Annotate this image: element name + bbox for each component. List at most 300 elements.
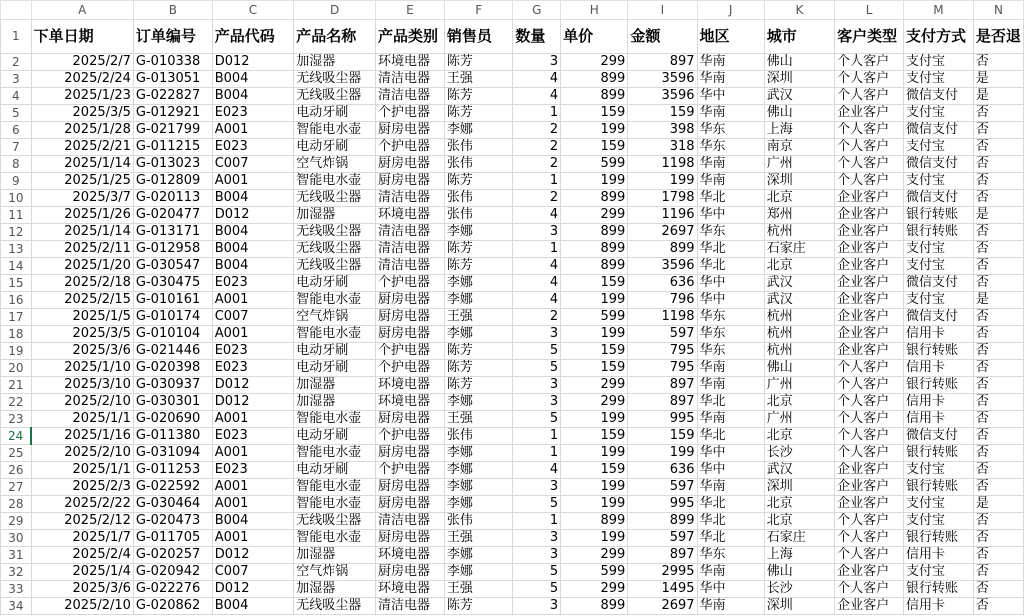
cell[interactable]: 否 — [973, 241, 1023, 258]
cell[interactable]: 微信支付 — [904, 275, 974, 292]
cell[interactable]: 智能电水壶 — [294, 530, 376, 547]
cell[interactable]: 银行转账 — [904, 445, 974, 462]
cell[interactable]: 否 — [973, 360, 1023, 377]
header-cell[interactable]: 产品代码 — [212, 20, 294, 54]
cell[interactable]: 2025/2/12 — [31, 513, 133, 530]
cell[interactable]: 个护电器 — [375, 139, 444, 156]
cell[interactable]: 2025/2/21 — [31, 139, 133, 156]
cell[interactable]: 北京 — [764, 394, 834, 411]
cell[interactable]: A001 — [212, 326, 294, 343]
cell[interactable]: 否 — [973, 173, 1023, 190]
cell[interactable]: 杭州 — [764, 326, 834, 343]
cell[interactable]: 否 — [973, 394, 1023, 411]
cell[interactable]: 佛山 — [764, 54, 834, 71]
cell[interactable]: 长沙 — [764, 581, 834, 598]
cell[interactable]: 199 — [561, 173, 628, 190]
cell[interactable]: 李娜 — [444, 224, 513, 241]
cell[interactable]: G-011705 — [133, 530, 212, 547]
cell[interactable]: 否 — [973, 530, 1023, 547]
cell[interactable]: 银行转账 — [904, 224, 974, 241]
cell[interactable]: 张伟 — [444, 156, 513, 173]
row-number[interactable]: 23 — [1, 411, 32, 428]
cell[interactable]: G-010104 — [133, 326, 212, 343]
row-number[interactable]: 1 — [1, 20, 32, 54]
cell[interactable]: 个护电器 — [375, 462, 444, 479]
cell[interactable]: 广州 — [764, 377, 834, 394]
cell[interactable]: 个人客户 — [835, 513, 904, 530]
cell[interactable]: 否 — [973, 275, 1023, 292]
header-cell[interactable]: 地区 — [697, 20, 764, 54]
cell[interactable]: 1798 — [628, 190, 697, 207]
cell[interactable]: 2025/1/25 — [31, 173, 133, 190]
cell[interactable]: 陈芳 — [444, 241, 513, 258]
cell[interactable]: 299 — [561, 377, 628, 394]
cell[interactable]: 636 — [628, 462, 697, 479]
cell[interactable]: 电动牙刷 — [294, 105, 376, 122]
cell[interactable]: 2025/1/1 — [31, 462, 133, 479]
cell[interactable]: 清洁电器 — [375, 598, 444, 615]
cell[interactable]: G-031094 — [133, 445, 212, 462]
cell[interactable]: 否 — [973, 513, 1023, 530]
cell[interactable]: 2697 — [628, 224, 697, 241]
cell[interactable]: 环境电器 — [375, 581, 444, 598]
row-number[interactable]: 17 — [1, 309, 32, 326]
cell[interactable]: 995 — [628, 496, 697, 513]
cell[interactable]: 武汉 — [764, 88, 834, 105]
cell[interactable]: B004 — [212, 513, 294, 530]
cell[interactable]: 2 — [513, 156, 561, 173]
cell[interactable]: B004 — [212, 71, 294, 88]
row-number[interactable]: 8 — [1, 156, 32, 173]
cell[interactable]: 电动牙刷 — [294, 462, 376, 479]
cell[interactable]: A001 — [212, 479, 294, 496]
cell[interactable]: G-012809 — [133, 173, 212, 190]
cell[interactable]: 李娜 — [444, 326, 513, 343]
cell[interactable]: 华南 — [697, 479, 764, 496]
cell[interactable]: 无线吸尘器 — [294, 258, 376, 275]
cell[interactable]: 支付宝 — [904, 496, 974, 513]
cell[interactable]: 否 — [973, 326, 1023, 343]
cell[interactable]: 华中 — [697, 275, 764, 292]
cell[interactable]: 2025/2/10 — [31, 445, 133, 462]
cell[interactable]: 2025/3/10 — [31, 377, 133, 394]
cell[interactable]: 个人客户 — [835, 377, 904, 394]
cell[interactable]: G-020690 — [133, 411, 212, 428]
cell[interactable]: 否 — [973, 377, 1023, 394]
cell[interactable]: 无线吸尘器 — [294, 224, 376, 241]
cell[interactable]: 2025/2/24 — [31, 71, 133, 88]
cell[interactable]: G-010338 — [133, 54, 212, 71]
cell[interactable]: 4 — [513, 71, 561, 88]
cell[interactable]: 华中 — [697, 207, 764, 224]
cell[interactable]: 个人客户 — [835, 54, 904, 71]
cell[interactable]: 清洁电器 — [375, 88, 444, 105]
cell[interactable]: 1 — [513, 173, 561, 190]
cell[interactable]: 否 — [973, 190, 1023, 207]
cell[interactable]: 318 — [628, 139, 697, 156]
cell[interactable]: 智能电水壶 — [294, 292, 376, 309]
cell[interactable]: 1198 — [628, 309, 697, 326]
cell[interactable]: G-022276 — [133, 581, 212, 598]
cell[interactable]: 佛山 — [764, 564, 834, 581]
cell[interactable]: 否 — [973, 105, 1023, 122]
cell[interactable]: 是 — [973, 71, 1023, 88]
column-header-n[interactable]: N — [973, 1, 1023, 20]
cell[interactable]: 否 — [973, 411, 1023, 428]
cell[interactable]: 3596 — [628, 258, 697, 275]
cell[interactable]: 199 — [561, 326, 628, 343]
cell[interactable]: G-030937 — [133, 377, 212, 394]
cell[interactable]: 否 — [973, 343, 1023, 360]
row-number[interactable]: 25 — [1, 445, 32, 462]
cell[interactable]: 4 — [513, 275, 561, 292]
cell[interactable]: D012 — [212, 377, 294, 394]
row-number[interactable]: 33 — [1, 581, 32, 598]
cell[interactable]: 华南 — [697, 156, 764, 173]
cell[interactable]: 深圳 — [764, 71, 834, 88]
cell[interactable]: 299 — [561, 581, 628, 598]
cell[interactable]: 2025/1/14 — [31, 156, 133, 173]
cell[interactable]: 159 — [561, 360, 628, 377]
cell[interactable]: 2025/2/4 — [31, 547, 133, 564]
cell[interactable]: 否 — [973, 462, 1023, 479]
cell[interactable]: 5 — [513, 411, 561, 428]
header-cell[interactable]: 单价 — [561, 20, 628, 54]
cell[interactable]: 个护电器 — [375, 428, 444, 445]
cell[interactable]: 支付宝 — [904, 71, 974, 88]
cell[interactable]: 加湿器 — [294, 377, 376, 394]
row-number[interactable]: 2 — [1, 54, 32, 71]
row-number[interactable]: 27 — [1, 479, 32, 496]
cell[interactable]: 厨房电器 — [375, 309, 444, 326]
cell[interactable]: 636 — [628, 275, 697, 292]
cell[interactable]: 个人客户 — [835, 428, 904, 445]
cell[interactable]: 199 — [561, 496, 628, 513]
row-number[interactable]: 21 — [1, 377, 32, 394]
row-number[interactable]: 18 — [1, 326, 32, 343]
cell[interactable]: 清洁电器 — [375, 71, 444, 88]
cell[interactable]: 环境电器 — [375, 547, 444, 564]
cell[interactable]: 信用卡 — [904, 547, 974, 564]
column-header-b[interactable]: B — [133, 1, 212, 20]
cell[interactable]: G-030301 — [133, 394, 212, 411]
cell[interactable]: 陈芳 — [444, 105, 513, 122]
cell[interactable]: 995 — [628, 411, 697, 428]
cell[interactable]: 2025/3/6 — [31, 581, 133, 598]
cell[interactable]: 159 — [561, 343, 628, 360]
cell[interactable]: 否 — [973, 479, 1023, 496]
header-cell[interactable]: 客户类型 — [835, 20, 904, 54]
cell[interactable]: 银行转账 — [904, 343, 974, 360]
cell[interactable]: 支付宝 — [904, 241, 974, 258]
cell[interactable]: 否 — [973, 139, 1023, 156]
cell[interactable]: 2025/1/10 — [31, 360, 133, 377]
cell[interactable]: 1495 — [628, 581, 697, 598]
cell[interactable]: 王强 — [444, 411, 513, 428]
cell[interactable]: 北京 — [764, 428, 834, 445]
cell[interactable]: B004 — [212, 258, 294, 275]
cell[interactable]: 华北 — [697, 530, 764, 547]
cell[interactable]: 159 — [561, 105, 628, 122]
cell[interactable]: G-021446 — [133, 343, 212, 360]
cell[interactable]: 企业客户 — [835, 207, 904, 224]
cell[interactable]: 159 — [561, 275, 628, 292]
cell[interactable]: 清洁电器 — [375, 513, 444, 530]
cell[interactable]: 2 — [513, 122, 561, 139]
cell[interactable]: 1 — [513, 428, 561, 445]
cell[interactable]: 华南 — [697, 377, 764, 394]
cell[interactable]: 上海 — [764, 122, 834, 139]
cell[interactable]: 华北 — [697, 258, 764, 275]
cell[interactable]: 否 — [973, 547, 1023, 564]
cell[interactable]: 199 — [628, 445, 697, 462]
cell[interactable]: 深圳 — [764, 173, 834, 190]
cell[interactable]: 王强 — [444, 581, 513, 598]
cell[interactable]: 897 — [628, 394, 697, 411]
cell[interactable]: 2025/1/14 — [31, 224, 133, 241]
cell[interactable]: 2025/3/5 — [31, 105, 133, 122]
cell[interactable]: G-020257 — [133, 547, 212, 564]
cell[interactable]: 2025/2/7 — [31, 54, 133, 71]
cell[interactable]: 支付宝 — [904, 54, 974, 71]
cell[interactable]: A001 — [212, 173, 294, 190]
cell[interactable]: 支付宝 — [904, 139, 974, 156]
column-header-e[interactable]: E — [375, 1, 444, 20]
cell[interactable]: E023 — [212, 360, 294, 377]
cell[interactable]: 华东 — [697, 547, 764, 564]
cell[interactable]: 张伟 — [444, 139, 513, 156]
cell[interactable]: 华北 — [697, 190, 764, 207]
cell[interactable]: E023 — [212, 105, 294, 122]
cell[interactable]: 899 — [561, 88, 628, 105]
header-cell[interactable]: 支付方式 — [904, 20, 974, 54]
cell[interactable]: 599 — [561, 564, 628, 581]
cell[interactable]: 银行转账 — [904, 581, 974, 598]
cell[interactable]: 159 — [628, 428, 697, 445]
row-number[interactable]: 24 — [1, 428, 32, 445]
cell[interactable]: 李娜 — [444, 564, 513, 581]
cell[interactable]: 南京 — [764, 139, 834, 156]
cell[interactable]: 5 — [513, 581, 561, 598]
cell[interactable]: 199 — [561, 530, 628, 547]
cell[interactable]: E023 — [212, 275, 294, 292]
cell[interactable]: 华南 — [697, 360, 764, 377]
cell[interactable]: 厨房电器 — [375, 445, 444, 462]
cell[interactable]: 5 — [513, 360, 561, 377]
cell[interactable]: 2025/3/5 — [31, 326, 133, 343]
cell[interactable]: 个护电器 — [375, 105, 444, 122]
row-number[interactable]: 31 — [1, 547, 32, 564]
cell[interactable]: 398 — [628, 122, 697, 139]
cell[interactable]: 厨房电器 — [375, 564, 444, 581]
cell[interactable]: 厨房电器 — [375, 496, 444, 513]
cell[interactable]: 1 — [513, 513, 561, 530]
cell[interactable]: 897 — [628, 547, 697, 564]
row-number[interactable]: 10 — [1, 190, 32, 207]
header-cell[interactable]: 下单日期 — [31, 20, 133, 54]
cell[interactable]: 企业客户 — [835, 496, 904, 513]
cell[interactable]: 李娜 — [444, 122, 513, 139]
cell[interactable]: 清洁电器 — [375, 258, 444, 275]
cell[interactable]: 2025/1/4 — [31, 564, 133, 581]
row-number[interactable]: 5 — [1, 105, 32, 122]
cell[interactable]: 2 — [513, 190, 561, 207]
cell[interactable]: A001 — [212, 122, 294, 139]
select-all-corner[interactable] — [1, 1, 32, 20]
header-cell[interactable]: 是否退 — [973, 20, 1023, 54]
cell[interactable]: 2025/2/15 — [31, 292, 133, 309]
cell[interactable]: 李娜 — [444, 292, 513, 309]
cell[interactable]: 厨房电器 — [375, 530, 444, 547]
cell[interactable]: 个人客户 — [835, 445, 904, 462]
cell[interactable]: G-011253 — [133, 462, 212, 479]
cell[interactable]: 武汉 — [764, 292, 834, 309]
cell[interactable]: 清洁电器 — [375, 224, 444, 241]
cell[interactable]: 华东 — [697, 343, 764, 360]
cell[interactable]: 陈芳 — [444, 54, 513, 71]
cell[interactable]: 陈芳 — [444, 258, 513, 275]
cell[interactable]: 加湿器 — [294, 207, 376, 224]
cell[interactable]: 企业客户 — [835, 275, 904, 292]
cell[interactable]: 华南 — [697, 564, 764, 581]
cell[interactable]: G-030464 — [133, 496, 212, 513]
column-header-h[interactable]: H — [561, 1, 628, 20]
cell[interactable]: 企业客户 — [835, 224, 904, 241]
cell[interactable]: C007 — [212, 156, 294, 173]
cell[interactable]: 4 — [513, 292, 561, 309]
cell[interactable]: 2697 — [628, 598, 697, 615]
cell[interactable]: 支付宝 — [904, 105, 974, 122]
cell[interactable]: G-020862 — [133, 598, 212, 615]
cell[interactable]: 2025/2/3 — [31, 479, 133, 496]
cell[interactable]: 北京 — [764, 190, 834, 207]
cell[interactable]: 个人客户 — [835, 411, 904, 428]
cell[interactable]: 企业客户 — [835, 309, 904, 326]
cell[interactable]: 299 — [561, 54, 628, 71]
cell[interactable]: 2995 — [628, 564, 697, 581]
cell[interactable]: 厨房电器 — [375, 479, 444, 496]
cell[interactable]: G-020473 — [133, 513, 212, 530]
cell[interactable]: 智能电水壶 — [294, 173, 376, 190]
cell[interactable]: D012 — [212, 207, 294, 224]
cell[interactable]: 199 — [561, 479, 628, 496]
cell[interactable]: 华南 — [697, 71, 764, 88]
cell[interactable]: 3596 — [628, 88, 697, 105]
cell[interactable]: 陈芳 — [444, 343, 513, 360]
cell[interactable]: 2025/1/16 — [31, 428, 133, 445]
cell[interactable]: D012 — [212, 581, 294, 598]
cell[interactable]: 2025/2/10 — [31, 598, 133, 615]
cell[interactable]: 个人客户 — [835, 360, 904, 377]
cell[interactable]: 广州 — [764, 411, 834, 428]
column-header-a[interactable]: A — [31, 1, 133, 20]
cell[interactable]: 厨房电器 — [375, 173, 444, 190]
row-number[interactable]: 20 — [1, 360, 32, 377]
cell[interactable]: 否 — [973, 581, 1023, 598]
cell[interactable]: 无线吸尘器 — [294, 88, 376, 105]
cell[interactable]: 3 — [513, 326, 561, 343]
cell[interactable]: 智能电水壶 — [294, 122, 376, 139]
cell[interactable]: G-011215 — [133, 139, 212, 156]
cell[interactable]: 厨房电器 — [375, 411, 444, 428]
cell[interactable]: 微信支付 — [904, 428, 974, 445]
cell[interactable]: 张伟 — [444, 190, 513, 207]
cell[interactable]: 空气炸锅 — [294, 156, 376, 173]
cell[interactable]: 个人客户 — [835, 71, 904, 88]
cell[interactable]: 北京 — [764, 496, 834, 513]
cell[interactable]: 个人客户 — [835, 173, 904, 190]
cell[interactable]: 陈芳 — [444, 360, 513, 377]
cell[interactable]: 个人客户 — [835, 156, 904, 173]
cell[interactable]: 2025/1/28 — [31, 122, 133, 139]
cell[interactable]: B004 — [212, 190, 294, 207]
cell[interactable]: 是 — [973, 207, 1023, 224]
cell[interactable]: 299 — [561, 394, 628, 411]
cell[interactable]: E023 — [212, 428, 294, 445]
cell[interactable]: 企业客户 — [835, 292, 904, 309]
cell[interactable]: 3596 — [628, 71, 697, 88]
cell[interactable]: 199 — [561, 122, 628, 139]
cell[interactable]: 电动牙刷 — [294, 360, 376, 377]
cell[interactable]: 加湿器 — [294, 547, 376, 564]
cell[interactable]: G-013023 — [133, 156, 212, 173]
cell[interactable]: 长沙 — [764, 445, 834, 462]
cell[interactable]: 华东 — [697, 139, 764, 156]
row-number[interactable]: 32 — [1, 564, 32, 581]
cell[interactable]: 个人客户 — [835, 122, 904, 139]
column-header-c[interactable]: C — [212, 1, 294, 20]
cell[interactable]: 199 — [561, 445, 628, 462]
cell[interactable]: G-013171 — [133, 224, 212, 241]
cell[interactable]: A001 — [212, 411, 294, 428]
cell[interactable]: 支付宝 — [904, 258, 974, 275]
cell[interactable]: 王强 — [444, 309, 513, 326]
cell[interactable]: 否 — [973, 258, 1023, 275]
cell[interactable]: 支付宝 — [904, 292, 974, 309]
cell[interactable]: 石家庄 — [764, 530, 834, 547]
row-number[interactable]: 7 — [1, 139, 32, 156]
cell[interactable]: 4 — [513, 462, 561, 479]
cell[interactable]: 王强 — [444, 530, 513, 547]
cell[interactable]: 支付宝 — [904, 173, 974, 190]
cell[interactable]: 否 — [973, 156, 1023, 173]
column-header-k[interactable]: K — [764, 1, 834, 20]
cell[interactable]: 否 — [973, 224, 1023, 241]
cell[interactable]: 华东 — [697, 122, 764, 139]
cell[interactable]: 1196 — [628, 207, 697, 224]
cell[interactable]: A001 — [212, 445, 294, 462]
cell[interactable]: 华北 — [697, 496, 764, 513]
cell[interactable]: 个人客户 — [835, 530, 904, 547]
cell[interactable]: 上海 — [764, 547, 834, 564]
cell[interactable]: 3 — [513, 54, 561, 71]
cell[interactable]: 信用卡 — [904, 411, 974, 428]
cell[interactable]: 张伟 — [444, 428, 513, 445]
cell[interactable]: 5 — [513, 496, 561, 513]
cell[interactable]: 899 — [561, 190, 628, 207]
cell[interactable]: 空气炸锅 — [294, 309, 376, 326]
cell[interactable]: 2025/2/10 — [31, 394, 133, 411]
cell[interactable]: 否 — [973, 428, 1023, 445]
cell[interactable]: 3 — [513, 377, 561, 394]
cell[interactable]: 199 — [561, 411, 628, 428]
cell[interactable]: 微信支付 — [904, 190, 974, 207]
cell[interactable]: E023 — [212, 139, 294, 156]
cell[interactable]: 信用卡 — [904, 360, 974, 377]
cell[interactable]: 1198 — [628, 156, 697, 173]
cell[interactable]: 华南 — [697, 173, 764, 190]
cell[interactable]: 陈芳 — [444, 88, 513, 105]
